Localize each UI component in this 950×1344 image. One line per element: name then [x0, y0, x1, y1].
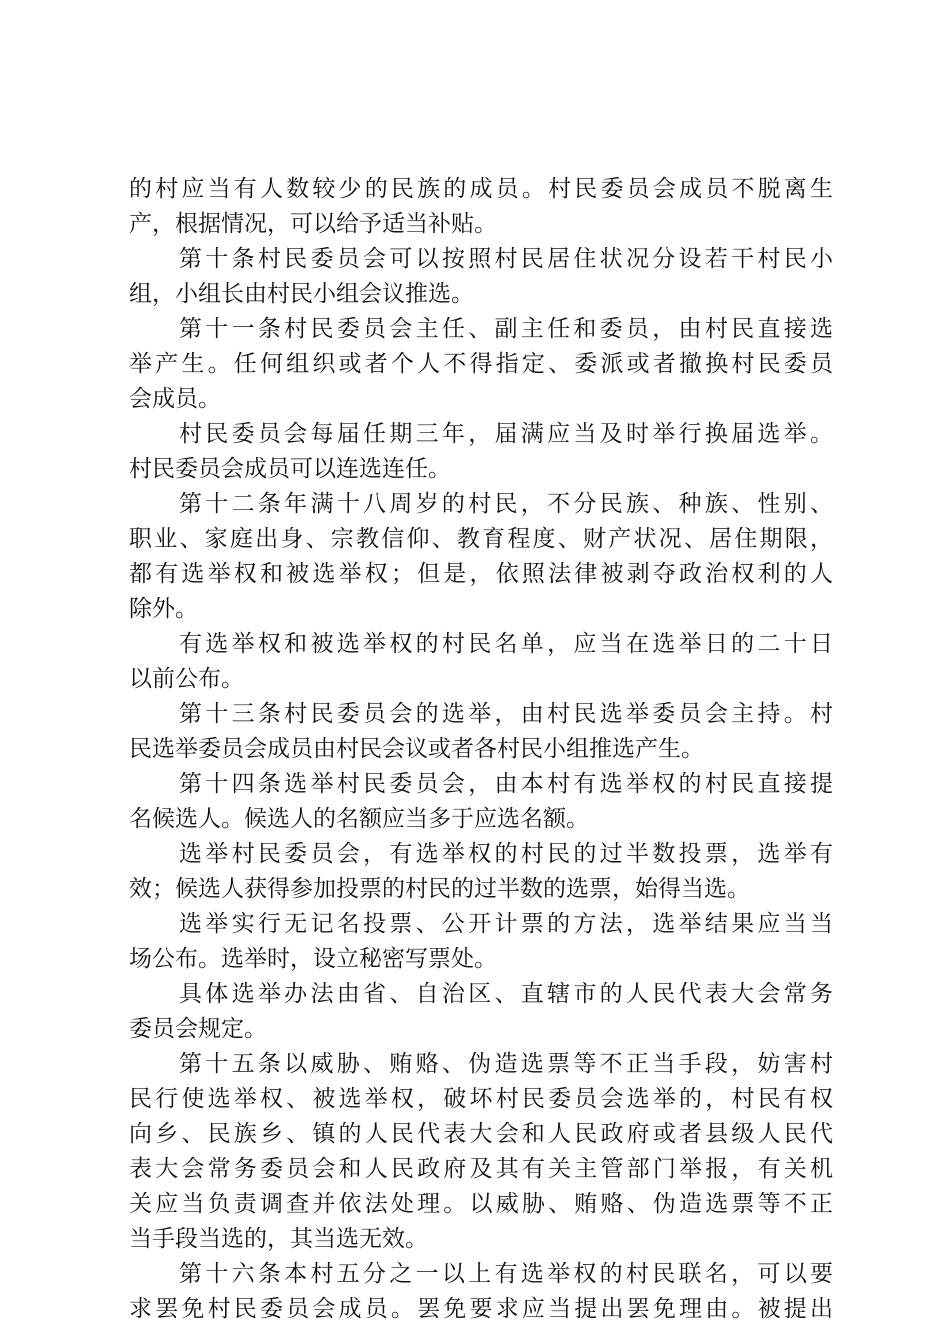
- paragraph-line: 举产生。任何组织或者个人不得指定、委派或者撤换村民委员: [129, 351, 833, 377]
- paragraph-line: 关应当负责调查并依法处理。以威胁、贿赂、伪造选票等不正: [129, 1191, 833, 1217]
- paragraph-line: 场公布。选举时，设立秘密写票处。: [129, 946, 497, 972]
- paragraph-first-line: 第十四条选举村民委员会，由本村有选举权的村民直接提: [179, 771, 833, 797]
- document-body: [129, 172, 833, 1327]
- paragraph-line: 求罢免村民委员会成员。罢免要求应当提出罢免理由。被提出: [129, 1296, 833, 1322]
- paragraph-line: 会成员。: [129, 386, 221, 412]
- paragraph-line: 当手段当选的，其当选无效。: [129, 1226, 428, 1252]
- paragraph-line: 以前公布。: [129, 666, 244, 692]
- paragraph-line: 村民委员会成员可以连选连任。: [129, 456, 451, 482]
- paragraph-line: 都有选举权和被选举权；但是，依照法律被剥夺政治权利的人: [129, 561, 833, 587]
- paragraph-line: 组，小组长由村民小组会议推选。: [129, 281, 474, 307]
- paragraph-first-line: 具体选举办法由省、自治区、直辖市的人民代表大会常务: [179, 981, 833, 1007]
- paragraph-line: 产，根据情况，可以给予适当补贴。: [129, 211, 497, 237]
- paragraph-first-line: 第十五条以威胁、贿赂、伪造选票等不正当手段，妨害村: [179, 1051, 833, 1077]
- paragraph-line: 除外。: [129, 596, 198, 622]
- paragraph-line: 民行使选举权、被选举权，破坏村民委员会选举的，村民有权: [129, 1086, 833, 1112]
- paragraph-line: 表大会常务委员会和人民政府及其有关主管部门举报，有关机: [129, 1156, 833, 1182]
- paragraph-first-line: 村民委员会每届任期三年，届满应当及时举行换届选举。: [179, 421, 833, 447]
- paragraph-first-line: 第十条村民委员会可以按照村民居住状况分设若干村民小: [179, 246, 833, 272]
- paragraph-first-line: 选举实行无记名投票、公开计票的方法，选举结果应当当: [179, 911, 833, 937]
- paragraph-line: 职业、家庭出身、宗教信仰、教育程度、财产状况、居住期限，: [129, 526, 833, 552]
- paragraph-first-line: 第十二条年满十八周岁的村民，不分民族、种族、性别、: [179, 491, 833, 517]
- paragraph-line: 效；候选人获得参加投票的村民的过半数的选票，始得当选。: [129, 876, 750, 902]
- paragraph-first-line: 第十一条村民委员会主任、副主任和委员，由村民直接选: [179, 316, 833, 342]
- paragraph-line: 名候选人。候选人的名额应当多于应选名额。: [129, 806, 589, 832]
- paragraph-line: 委员会规定。: [129, 1016, 267, 1042]
- paragraph-first-line: 第十六条本村五分之一以上有选举权的村民联名，可以要: [179, 1261, 833, 1287]
- paragraph-line: 民选举委员会成员由村民会议或者各村民小组推选产生。: [129, 736, 704, 762]
- paragraph-first-line: 选举村民委员会，有选举权的村民的过半数投票，选举有: [179, 841, 833, 867]
- paragraph-first-line: 有选举权和被选举权的村民名单，应当在选举日的二十日: [179, 631, 833, 657]
- paragraph-line: 向乡、民族乡、镇的人民代表大会和人民政府或者县级人民代: [129, 1121, 833, 1147]
- paragraph-line: 的村应当有人数较少的民族的成员。村民委员会成员不脱离生: [129, 176, 833, 202]
- paragraph-first-line: 第十三条村民委员会的选举，由村民选举委员会主持。村: [179, 701, 833, 727]
